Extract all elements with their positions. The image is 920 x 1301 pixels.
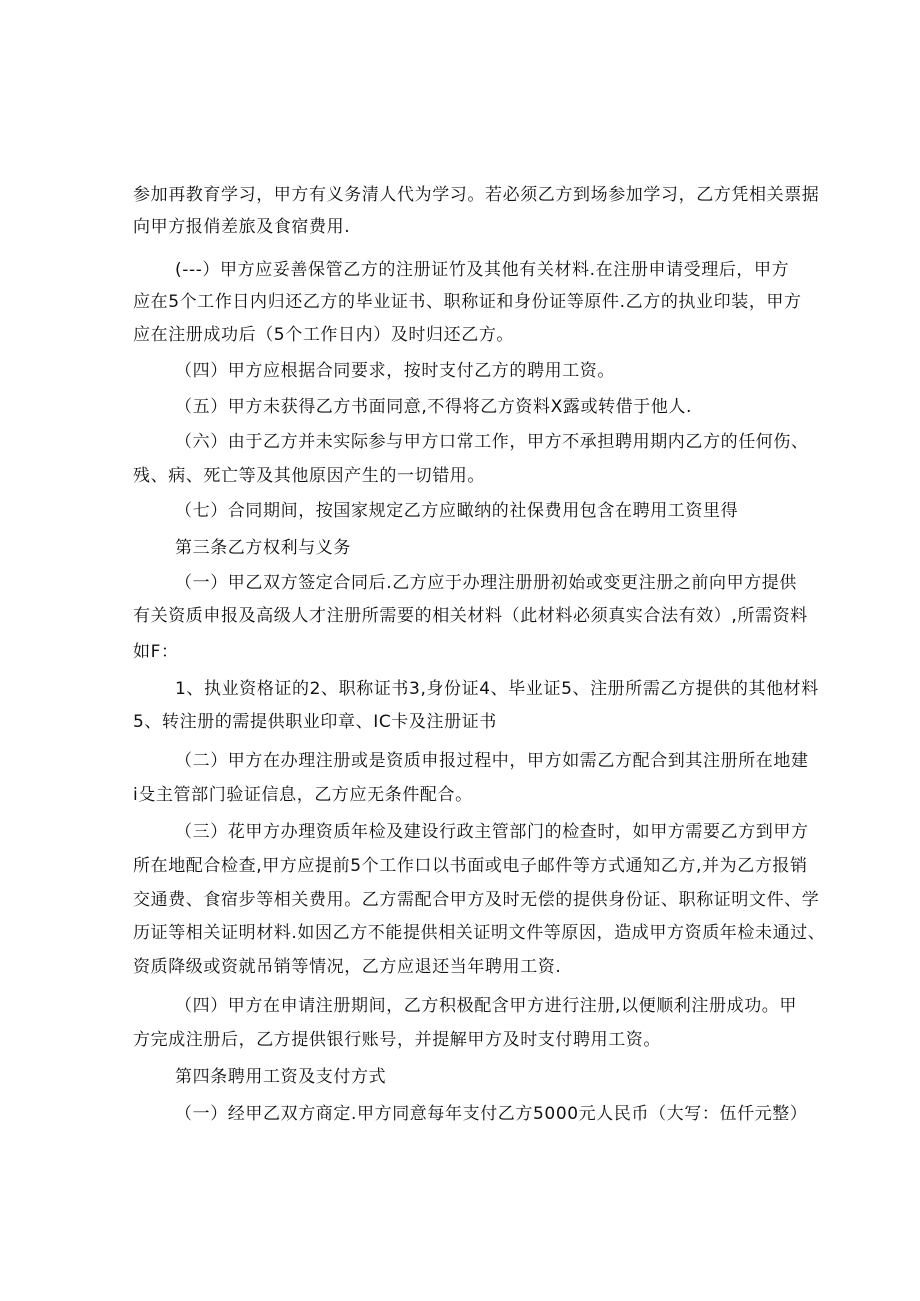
text-line: i殳主管部门验证信息，乙方应无条件配合。 xyxy=(133,785,473,805)
text-line: 残、病、死亡等及其他原因产生的一切错用。 xyxy=(133,466,485,486)
text-line: 交通费、食宿步等相关费用。乙方需配合甲方及时无偿的提供身份证、职称证明文件、学 xyxy=(133,890,820,910)
text-line: 历证等相关证明材料.如因乙方不能提供相关证明文件等原因，造成甲方资质年检未通过、 xyxy=(133,923,826,943)
text-line: 向甲方报俏差旅及食宿费用. xyxy=(133,217,351,237)
text-line: （二）甲方在办理注册或是资质申报过程中，甲方如需乙方配合到其注册所在地建 xyxy=(175,751,809,771)
text-line: 1、执业资格证的2、职称证书3,身份证4、毕业证5、注册所需乙方提供的其他材料 xyxy=(175,679,819,699)
text-line: 参加再教育学习，甲方有义务清人代为学习。若必须乙方到场参加学习，乙方凭相关票据 xyxy=(133,185,820,205)
text-line: （一）经甲乙双方商定.甲方同意每年支付乙方5000元人民币（大写：伍仟元整） xyxy=(175,1104,808,1124)
text-line: （三）花甲方办理资质年检及建设行政主管部门的检查时，如甲方需要乙方到甲方 xyxy=(175,822,809,842)
text-line: 资质降级或资就吊销等情况，乙方应退还当年聘用工资. xyxy=(133,957,562,977)
text-line: （六）由于乙方并未实际参与甲方口常工作，甲方不承担聘用期内乙方的任何伤、 xyxy=(175,432,809,452)
text-line: （四）甲方应根据合同要求，按时支付乙方的聘用工资。 xyxy=(175,361,615,381)
text-line: 5、转注册的需提供职业印章、IC卡及注册证书 xyxy=(133,712,497,732)
text-line: （一）甲乙双方签定合同后.乙方应于办理注册册初始或变更注册之前向甲方提供 xyxy=(175,573,798,593)
text-line: 所在地配合检查,甲方应提前5个工作口以书面或电子邮件等方式通知乙方,并为乙方报销 xyxy=(133,856,808,876)
text-line: （五）甲方未获得乙方书面同意,不得将乙方资料X露或转借于他人. xyxy=(175,397,693,417)
section-heading: 第四条聘用工资及支付方式 xyxy=(175,1067,387,1087)
text-line: （四）甲方在申请注册期间，乙方积极配含甲方进行注册,以便顺利注册成功。甲 xyxy=(175,996,798,1016)
text-line: 方完成注册后，乙方提供银行账号，并提解甲方及时支付聘用工资。 xyxy=(133,1030,661,1050)
section-heading: 第三条乙方权利与义务 xyxy=(175,538,351,558)
text-line: （七）合同期间，按国家规定乙方应瞰纳的社保费用包含在聘用工资里得 xyxy=(175,501,739,521)
text-line: (---）甲方应妥善保管乙方的注册证竹及其他有关材料.在注册申请受理后，甲方 xyxy=(175,260,790,280)
text-line: 应在注册成功后（5个工作日内）及时归还乙方。 xyxy=(133,325,515,345)
text-line: 有关资质申报及高级人才注册所需要的相关材料（此材料必须真实合法有效）,所需资料 xyxy=(133,606,808,626)
text-line: 如F： xyxy=(133,642,179,662)
text-line: 应在5个工作日内归还乙方的毕业证书、职称证和身份证等原件.乙方的执业印装，甲方 xyxy=(133,292,802,312)
